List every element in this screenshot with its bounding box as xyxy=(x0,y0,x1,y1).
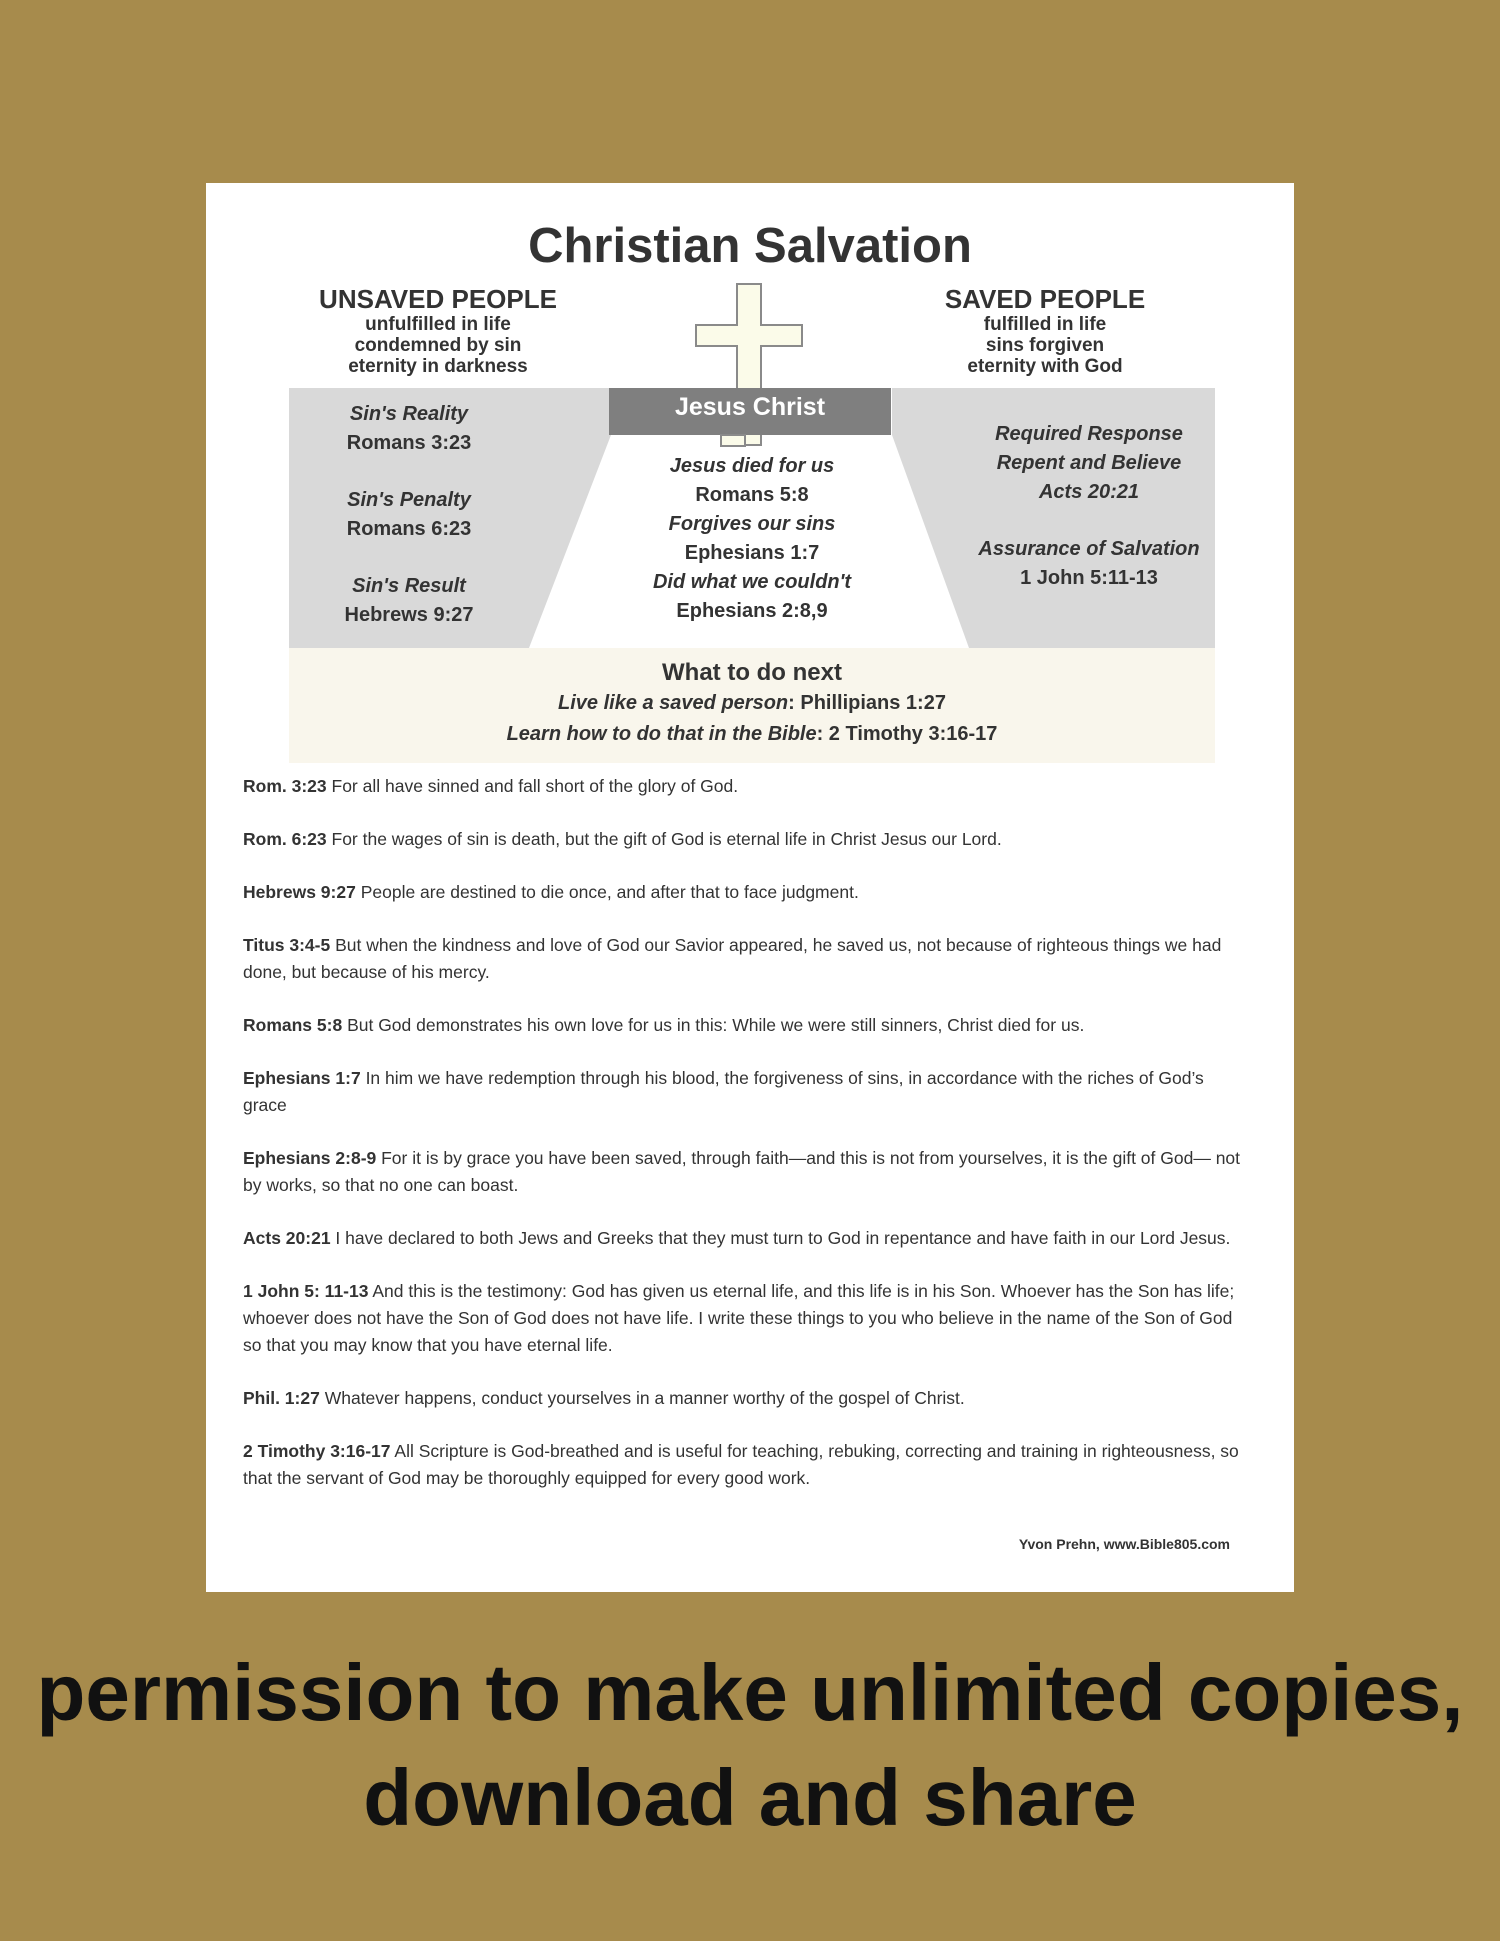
sin-result-label: Sin's Result xyxy=(352,575,466,597)
response-ref: Acts 20:21 xyxy=(1038,481,1140,503)
verse-ref: Ephesians 2:8-9 xyxy=(243,1148,377,1168)
next-line-1-label: Live like a saved person xyxy=(558,692,789,714)
author-credit: Yvon Prehn, www.Bible805.com xyxy=(1018,1536,1230,1552)
verse-item xyxy=(243,1225,1243,1252)
verse-item xyxy=(243,1385,1243,1412)
verse-ref: Ephesians 1:7 xyxy=(243,1068,361,1088)
next-line-1 xyxy=(289,688,1215,719)
verse-text: All Scripture is God-breathed and is useful for teaching, rebuking, correcting and training in righteousness, so that the servant of God may be thoroughly equipped for every good work. xyxy=(243,1441,1239,1488)
permission-notice xyxy=(0,1640,1500,1850)
sin-penalty-ref: Romans 6:23 xyxy=(346,518,472,540)
saved-heading: SAVED PEOPLE xyxy=(944,284,1146,314)
verse-list xyxy=(243,773,1243,1518)
response-label: Required Response xyxy=(995,423,1183,445)
verse-text: But God demonstrates his own love for us in this: While we were still sinners, Christ died for us. xyxy=(342,1015,1085,1035)
verse-text: In him we have redemption through his blood, the forgiveness of sins, in accordance with the riches of God’s grace xyxy=(243,1068,1204,1115)
response-column xyxy=(949,420,1229,593)
verse-ref: Acts 20:21 xyxy=(243,1228,331,1248)
unsaved-line: condemned by sin xyxy=(354,335,522,356)
christ-label: Jesus died for us xyxy=(669,455,835,477)
salvation-diagram xyxy=(289,388,1215,648)
page-title: Christian Salvation xyxy=(528,219,972,273)
permission-line-2: download and share xyxy=(363,1753,1137,1842)
next-line-2 xyxy=(289,719,1215,750)
verse-ref: Rom. 6:23 xyxy=(243,829,327,849)
verse-ref: Romans 5:8 xyxy=(243,1015,343,1035)
verse-text: People are destined to die once, and after that to face judgment. xyxy=(355,882,859,902)
response-label: Repent and Believe xyxy=(996,452,1182,474)
verse-text: But when the kindness and love of God our Savior appeared, he saved us, not because of righteous things we had done, but because of his mercy. xyxy=(243,935,1222,982)
verse-item xyxy=(243,1145,1243,1199)
verse-item xyxy=(243,1438,1243,1492)
christ-label: Forgives our sins xyxy=(668,513,836,535)
sin-result-ref: Hebrews 9:27 xyxy=(344,604,474,626)
unsaved-header xyxy=(288,284,588,377)
unsaved-heading: UNSAVED PEOPLE xyxy=(319,284,557,314)
sin-reality-ref: Romans 3:23 xyxy=(346,432,472,454)
verse-text: For it is by grace you have been saved, through faith—and this is not from yourselves, it is the gift of God— not by works, so that no one can boast. xyxy=(243,1148,1241,1195)
verse-text: I have declared to both Jews and Greeks that they must turn to God in repentance and have faith in our Lord Jesus. xyxy=(330,1228,1231,1248)
saved-line: eternity with God xyxy=(967,356,1123,377)
verse-ref: Titus 3:4-5 xyxy=(243,935,331,955)
verse-item xyxy=(243,773,1243,800)
next-line-2-ref: : 2 Timothy 3:16-17 xyxy=(816,723,998,745)
assurance-label: Assurance of Salvation xyxy=(978,538,1200,560)
salvation-sheet xyxy=(206,183,1294,1592)
verse-ref: 1 John 5: 11-13 xyxy=(243,1281,369,1301)
verse-ref: 2 Timothy 3:16-17 xyxy=(243,1441,391,1461)
next-heading: What to do next xyxy=(662,659,842,686)
verse-text: For all have sinned and fall short of the glory of God. xyxy=(326,776,739,796)
christ-label: Did what we couldn't xyxy=(652,571,852,593)
verse-item xyxy=(243,1012,1243,1039)
sin-reality-label: Sin's Reality xyxy=(349,403,469,425)
christ-ref: Ephesians 1:7 xyxy=(684,542,820,564)
next-line-1-ref: : Phillipians 1:27 xyxy=(788,692,946,714)
assurance-ref: 1 John 5:11-13 xyxy=(1020,567,1158,589)
verse-ref: Rom. 3:23 xyxy=(243,776,327,796)
saved-line: fulfilled in life xyxy=(983,314,1107,335)
unsaved-line: eternity in darkness xyxy=(348,356,528,377)
verse-text: And this is the testimony: God has given us eternal life, and this life is in his Son. Whoever has the Son has life; whoever does not have the Son of God does not have life. I write these things to you who believe in the name of the Son of God so that you may know that you have eternal life. xyxy=(243,1281,1235,1355)
jesus-christ-label: Jesus Christ xyxy=(674,393,826,421)
verse-ref: Hebrews 9:27 xyxy=(243,882,356,902)
verse-text: Whatever happens, conduct yourselves in a manner worthy of the gospel of Christ. xyxy=(319,1388,965,1408)
saved-header xyxy=(895,284,1195,377)
unsaved-line: unfulfilled in life xyxy=(365,314,511,335)
christ-ref: Romans 5:8 xyxy=(695,484,809,506)
verse-item xyxy=(243,932,1243,986)
sin-penalty-label: Sin's Penalty xyxy=(347,489,471,511)
verse-item xyxy=(243,879,1243,906)
permission-line-1: permission to make unlimited copies, xyxy=(36,1648,1464,1737)
christ-ref: Ephesians 2:8,9 xyxy=(676,600,828,622)
sin-column xyxy=(289,400,529,630)
verse-item xyxy=(243,1065,1243,1119)
next-line-2-label: Learn how to do that in the Bible xyxy=(506,723,817,745)
verse-ref: Phil. 1:27 xyxy=(243,1388,320,1408)
saved-line: sins forgiven xyxy=(985,335,1105,356)
verse-item xyxy=(243,826,1243,853)
verse-item xyxy=(243,1278,1243,1359)
next-steps-box xyxy=(289,648,1215,763)
christ-column xyxy=(602,452,902,626)
verse-text: For the wages of sin is death, but the gift of God is eternal life in Christ Jesus our Lord. xyxy=(326,829,1002,849)
